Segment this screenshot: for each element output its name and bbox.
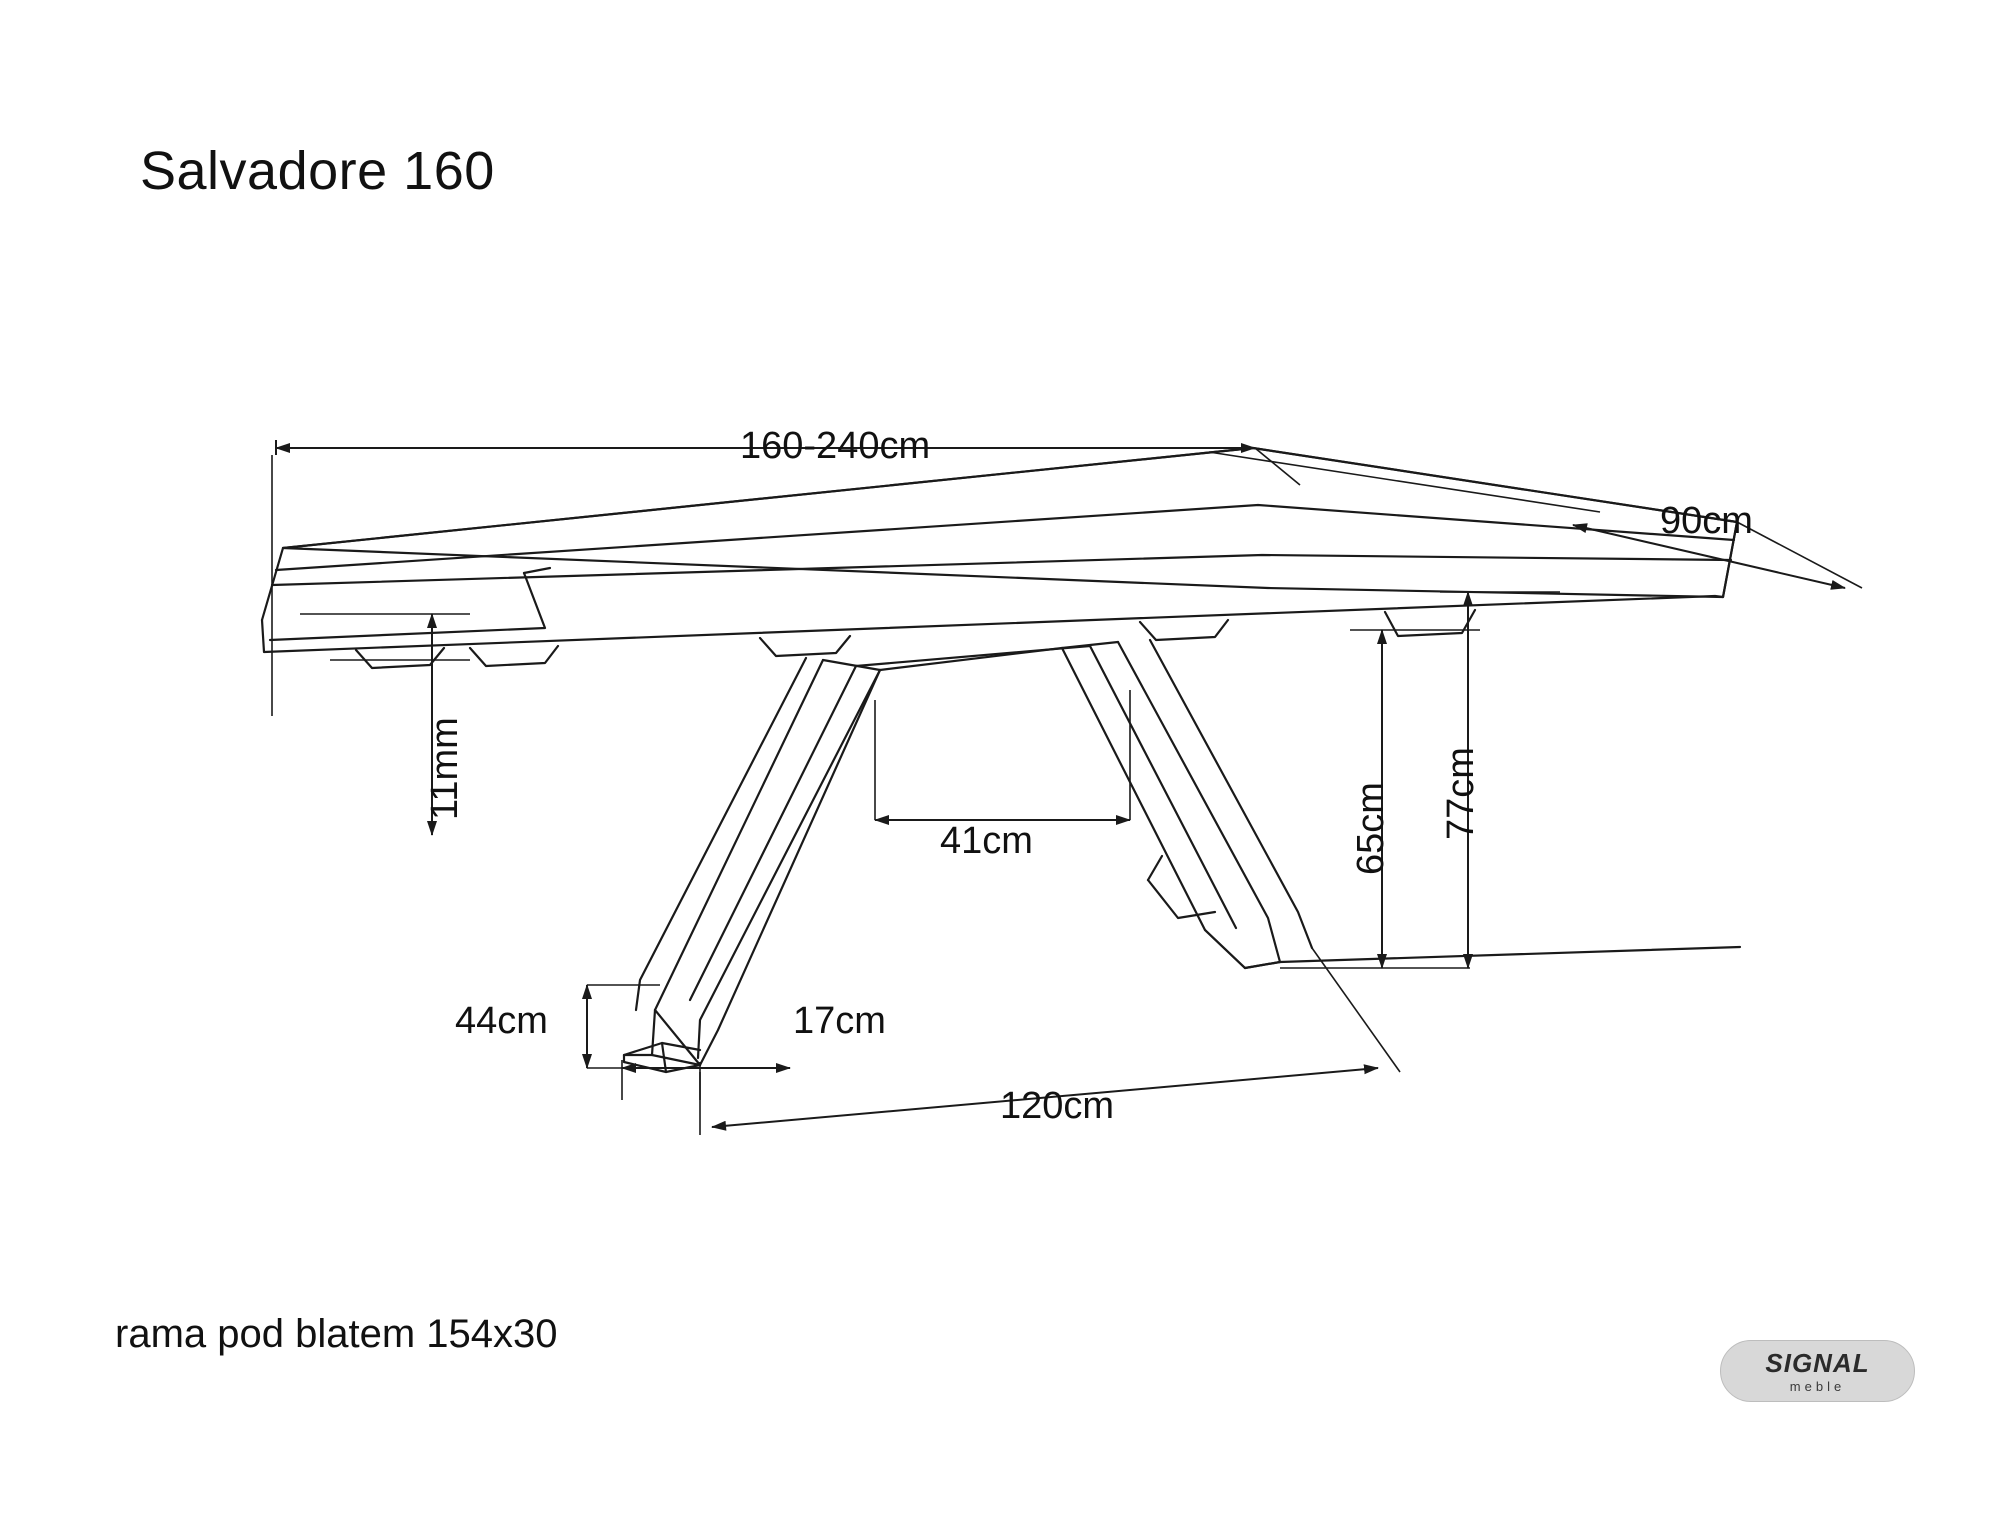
- table-outline: [262, 448, 1740, 1072]
- dim-label-base-width: 120cm: [1000, 1085, 1115, 1127]
- dim-label-table-height: 77cm: [1440, 747, 1482, 840]
- dim-label-underframe-height: 65cm: [1350, 782, 1392, 875]
- page-title: Salvadore 160: [140, 141, 495, 201]
- brand-subtitle: meble: [1789, 1378, 1846, 1394]
- dim-label-thickness: 11mm: [424, 717, 466, 820]
- brand-name: SIGNAL: [1765, 1347, 1870, 1378]
- frame-note: rama pod blatem 154x30: [115, 1312, 558, 1356]
- dim-label-width-total: 160-240cm: [740, 425, 931, 467]
- dim-label-depth: 90cm: [1660, 500, 1753, 542]
- dim-label-leg-spread: 41cm: [940, 820, 1033, 862]
- dim-label-foot-width: 17cm: [793, 1000, 886, 1042]
- brand-logo: [1720, 1340, 1915, 1402]
- dim-label-foot-depth: 44cm: [455, 1000, 548, 1042]
